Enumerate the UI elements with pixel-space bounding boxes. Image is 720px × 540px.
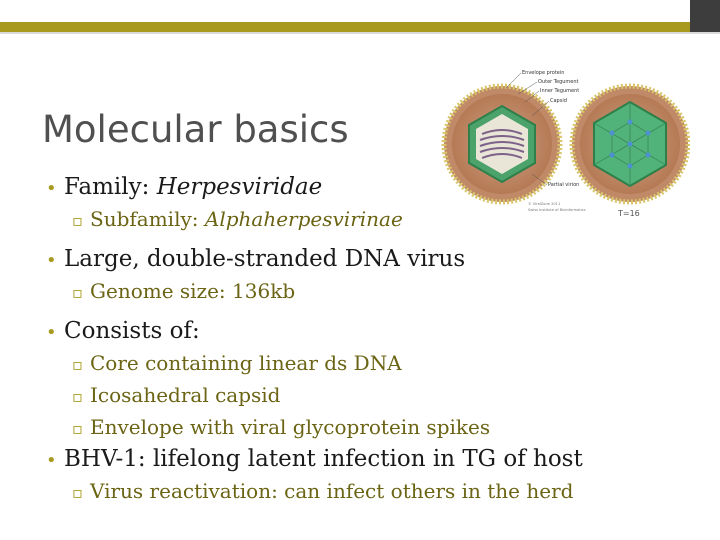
slide-title: Molecular basics (42, 108, 349, 151)
sub-bullet-subfamily: ▫ Subfamily: Alphaherpesvirinae (72, 204, 716, 236)
label-outer-tegument: Outer Tegument (538, 79, 579, 85)
sub-bullet-capsid: ▫ Icosahedral capsid (72, 380, 716, 412)
label-credit-1: © ViralZone 2011 (528, 202, 561, 206)
bullet-list (46, 172, 716, 508)
sub-bullet-icon: ▫ (72, 211, 83, 230)
label-credit-2: Swiss Institute of Bioinformatics (528, 208, 586, 212)
label-envelope: Envelope protein (522, 70, 565, 76)
label-t-number: T=16 (618, 209, 640, 218)
bullet-icon: • (46, 450, 57, 471)
sub-bullet-icon: ▫ (72, 283, 83, 302)
sub-bullet-core: ▫ Core containing linear ds DNA (72, 348, 716, 380)
bullet-icon: • (46, 322, 57, 343)
sub-bullet-icon: ▫ (72, 355, 83, 374)
bullet-icon: • (46, 250, 57, 271)
sub-bullet-icon: ▫ (72, 419, 83, 438)
label-partial-virion: Partial virion (548, 182, 580, 188)
sub-bullet-genome-size: ▫ Genome size: 136kb (72, 276, 716, 308)
accent-bar (0, 22, 690, 32)
sub-bullet-envelope: ▫ Envelope with viral glycoprotein spikes (72, 412, 716, 444)
bullet-consists-of: • Consists of: (46, 316, 716, 348)
bullet-family: • Family: Herpesviridae (46, 172, 716, 204)
sub-bullet-reactivation: ▫ Virus reactivation: can infect others in the herd (72, 476, 716, 508)
bullet-icon: • (46, 178, 57, 199)
slide-top-bar (0, 0, 720, 34)
bullet-dna-virus: • Large, double-stranded DNA virus (46, 244, 716, 276)
sub-bullet-icon: ▫ (72, 387, 83, 406)
divider-line (0, 32, 720, 34)
label-inner-tegument: Inner Tegument (540, 88, 580, 94)
sub-bullet-icon: ▫ (72, 483, 83, 502)
corner-block (690, 0, 720, 32)
label-capsid: Capsid (550, 98, 567, 104)
bullet-bhv1: • BHV-1: lifelong latent infection in TG of host (46, 444, 716, 476)
